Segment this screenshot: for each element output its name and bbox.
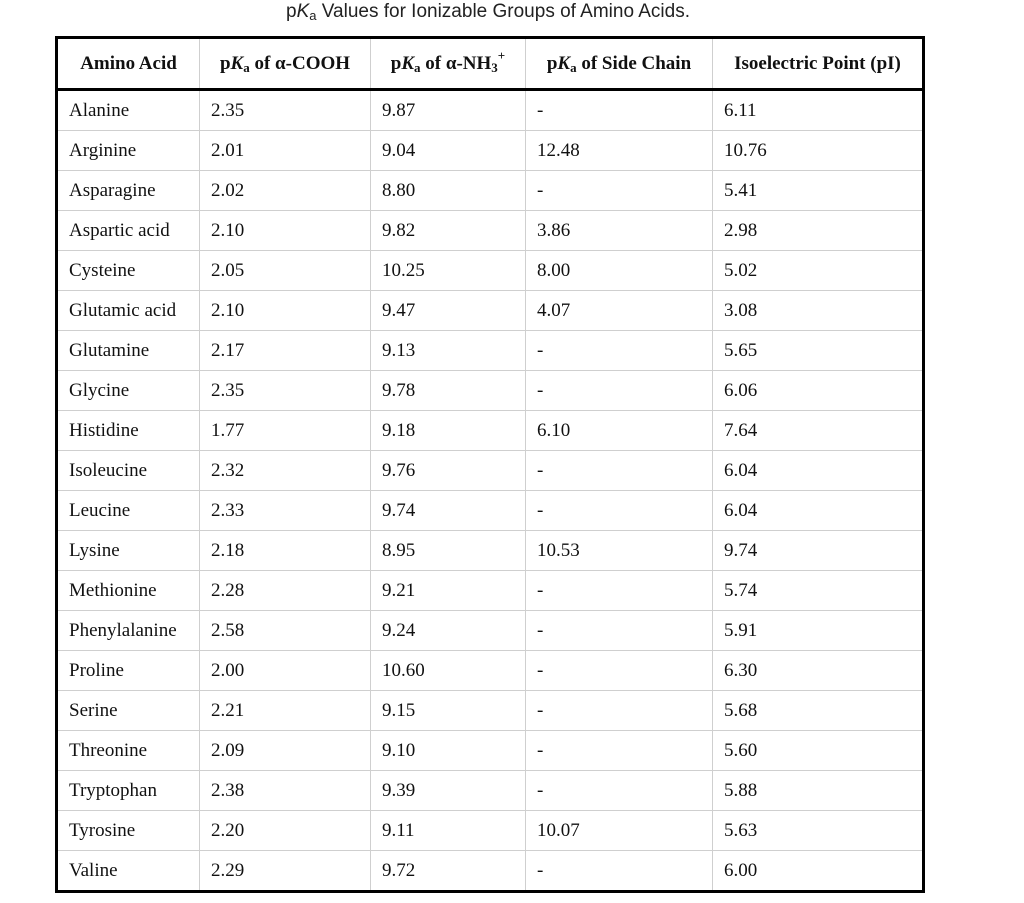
table-row [57,651,924,691]
pka-cooh-cell: 1.77 [200,411,371,451]
amino-acid-cell: Glycine [57,371,200,411]
amino-acid-cell: Asparagine [57,171,200,211]
pka-cooh-cell: 2.09 [200,731,371,771]
isoelectric-point-cell: 6.30 [713,651,924,691]
table-row [57,451,924,491]
amino-acid-cell: Tryptophan [57,771,200,811]
pka-side-chain-cell: - [526,90,713,131]
isoelectric-point-cell: 6.04 [713,491,924,531]
pka-side-chain-cell: - [526,371,713,411]
isoelectric-point-cell: 5.63 [713,811,924,851]
pka-side-chain-cell: 3.86 [526,211,713,251]
pka-side-chain-cell: - [526,651,713,691]
table-row [57,211,924,251]
table-row [57,611,924,651]
table-row [57,571,924,611]
pka-nh3-cell: 10.60 [371,651,526,691]
pka-nh3-cell: 9.78 [371,371,526,411]
pka-cooh-cell: 2.00 [200,651,371,691]
isoelectric-point-cell: 2.98 [713,211,924,251]
pka-side-chain-cell: - [526,851,713,892]
pka-cooh-cell: 2.35 [200,371,371,411]
pka-table [55,36,925,893]
pka-side-chain-cell: - [526,691,713,731]
pka-side-chain-cell: 4.07 [526,291,713,331]
table-row [57,491,924,531]
amino-acid-cell: Glutamine [57,331,200,371]
pka-nh3-cell: 9.11 [371,811,526,851]
amino-acid-cell: Glutamic acid [57,291,200,331]
pka-cooh-cell: 2.33 [200,491,371,531]
pka-nh3-cell: 9.82 [371,211,526,251]
header-isoelectric-point: Isoelectric Point (pI) [713,38,924,90]
isoelectric-point-cell: 9.74 [713,531,924,571]
pka-cooh-cell: 2.58 [200,611,371,651]
pka-side-chain-cell: 10.53 [526,531,713,571]
table-row [57,771,924,811]
amino-acid-cell: Histidine [57,411,200,451]
pka-nh3-cell: 9.76 [371,451,526,491]
isoelectric-point-cell: 6.04 [713,451,924,491]
pka-cooh-cell: 2.01 [200,131,371,171]
amino-acid-cell: Phenylalanine [57,611,200,651]
table-row [57,371,924,411]
table-row [57,531,924,571]
pka-side-chain-cell: - [526,171,713,211]
amino-acid-cell: Methionine [57,571,200,611]
amino-acid-cell: Isoleucine [57,451,200,491]
isoelectric-point-cell: 5.88 [713,771,924,811]
pka-cooh-cell: 2.10 [200,291,371,331]
isoelectric-point-cell: 5.91 [713,611,924,651]
isoelectric-point-cell: 7.64 [713,411,924,451]
pka-nh3-cell: 9.39 [371,771,526,811]
pka-side-chain-cell: 8.00 [526,251,713,291]
pka-cooh-cell: 2.10 [200,211,371,251]
amino-acid-cell: Proline [57,651,200,691]
table-row [57,411,924,451]
isoelectric-point-cell: 5.02 [713,251,924,291]
pka-nh3-cell: 9.13 [371,331,526,371]
amino-acid-cell: Cysteine [57,251,200,291]
table-header [57,38,924,90]
pka-side-chain-cell: 6.10 [526,411,713,451]
isoelectric-point-cell: 5.68 [713,691,924,731]
isoelectric-point-cell: 5.65 [713,331,924,371]
pka-nh3-cell: 8.80 [371,171,526,211]
pka-side-chain-cell: - [526,731,713,771]
pka-side-chain-cell: - [526,611,713,651]
pka-side-chain-cell: - [526,451,713,491]
pka-nh3-cell: 9.18 [371,411,526,451]
table-row [57,851,924,892]
table-row [57,131,924,171]
amino-acid-cell: Valine [57,851,200,892]
table-row [57,291,924,331]
table-body [57,90,924,892]
isoelectric-point-cell: 6.06 [713,371,924,411]
amino-acid-cell: Threonine [57,731,200,771]
table-row [57,731,924,771]
pka-cooh-cell: 2.17 [200,331,371,371]
amino-acid-cell: Serine [57,691,200,731]
pka-side-chain-cell: 12.48 [526,131,713,171]
pka-cooh-cell: 2.18 [200,531,371,571]
caption-text: Values for Ionizable Groups of Amino Acids. [316,1,690,22]
header-row [57,38,924,90]
table-caption [0,0,976,26]
pka-cooh-cell: 2.38 [200,771,371,811]
header-pka-side-chain: $pK_a$ of Side Chain [526,38,713,90]
caption-sub: a [309,8,317,23]
isoelectric-point-cell: 6.00 [713,851,924,892]
pka-nh3-cell: 9.15 [371,691,526,731]
table-row [57,331,924,371]
pka-cooh-cell: 2.29 [200,851,371,892]
pka-nh3-cell: 9.87 [371,90,526,131]
pka-cooh-cell: 2.35 [200,90,371,131]
isoelectric-point-cell: 5.60 [713,731,924,771]
isoelectric-point-cell: 5.74 [713,571,924,611]
pka-cooh-cell: 2.05 [200,251,371,291]
amino-acid-cell: Alanine [69,99,130,121]
table-row [57,811,924,851]
pka-cooh-cell: 2.21 [200,691,371,731]
amino-acid-cell: Tyrosine [57,811,200,851]
pka-side-chain-cell: - [526,491,713,531]
pka-nh3-cell: 10.25 [371,251,526,291]
pka-side-chain-cell: 10.07 [526,811,713,851]
caption-k: K [296,1,310,22]
amino-acid-cell: Leucine [57,491,200,531]
pka-side-chain-cell: - [526,571,713,611]
amino-acid-cell: Aspartic acid [57,211,200,251]
pka-nh3-cell: 9.72 [371,851,526,892]
table-row [57,251,924,291]
pka-nh3-cell: 8.95 [371,531,526,571]
table-row [57,90,924,131]
isoelectric-point-cell: 6.11 [713,90,924,131]
caption-p: p [285,1,297,22]
pka-nh3-cell: 9.24 [371,611,526,651]
pka-cooh-cell: 2.20 [200,811,371,851]
header-pka-nh3: $pK_a$ of $\alpha-NH_3^+$ [371,38,526,90]
isoelectric-point-cell: 5.41 [713,171,924,211]
isoelectric-point-cell: 3.08 [713,291,924,331]
pka-cooh-cell: 2.28 [200,571,371,611]
header-amino-acid: Amino Acid [57,38,200,90]
table-row [57,691,924,731]
pka-nh3-cell: 9.47 [371,291,526,331]
pka-cooh-cell: 2.32 [200,451,371,491]
pka-nh3-cell: 9.04 [371,131,526,171]
amino-acid-cell: Arginine [57,131,200,171]
table-row [57,171,924,211]
pka-cooh-cell: 2.02 [200,171,371,211]
pka-side-chain-cell: - [526,331,713,371]
isoelectric-point-cell: 10.76 [713,131,924,171]
pka-nh3-cell: 9.74 [371,491,526,531]
pka-nh3-cell: 9.10 [371,731,526,771]
amino-acid-cell: Lysine [57,531,200,571]
pka-side-chain-cell: - [526,771,713,811]
header-pka-cooh: $pK_a$ of α-COOH [200,38,371,90]
pka-nh3-cell: 9.21 [371,571,526,611]
